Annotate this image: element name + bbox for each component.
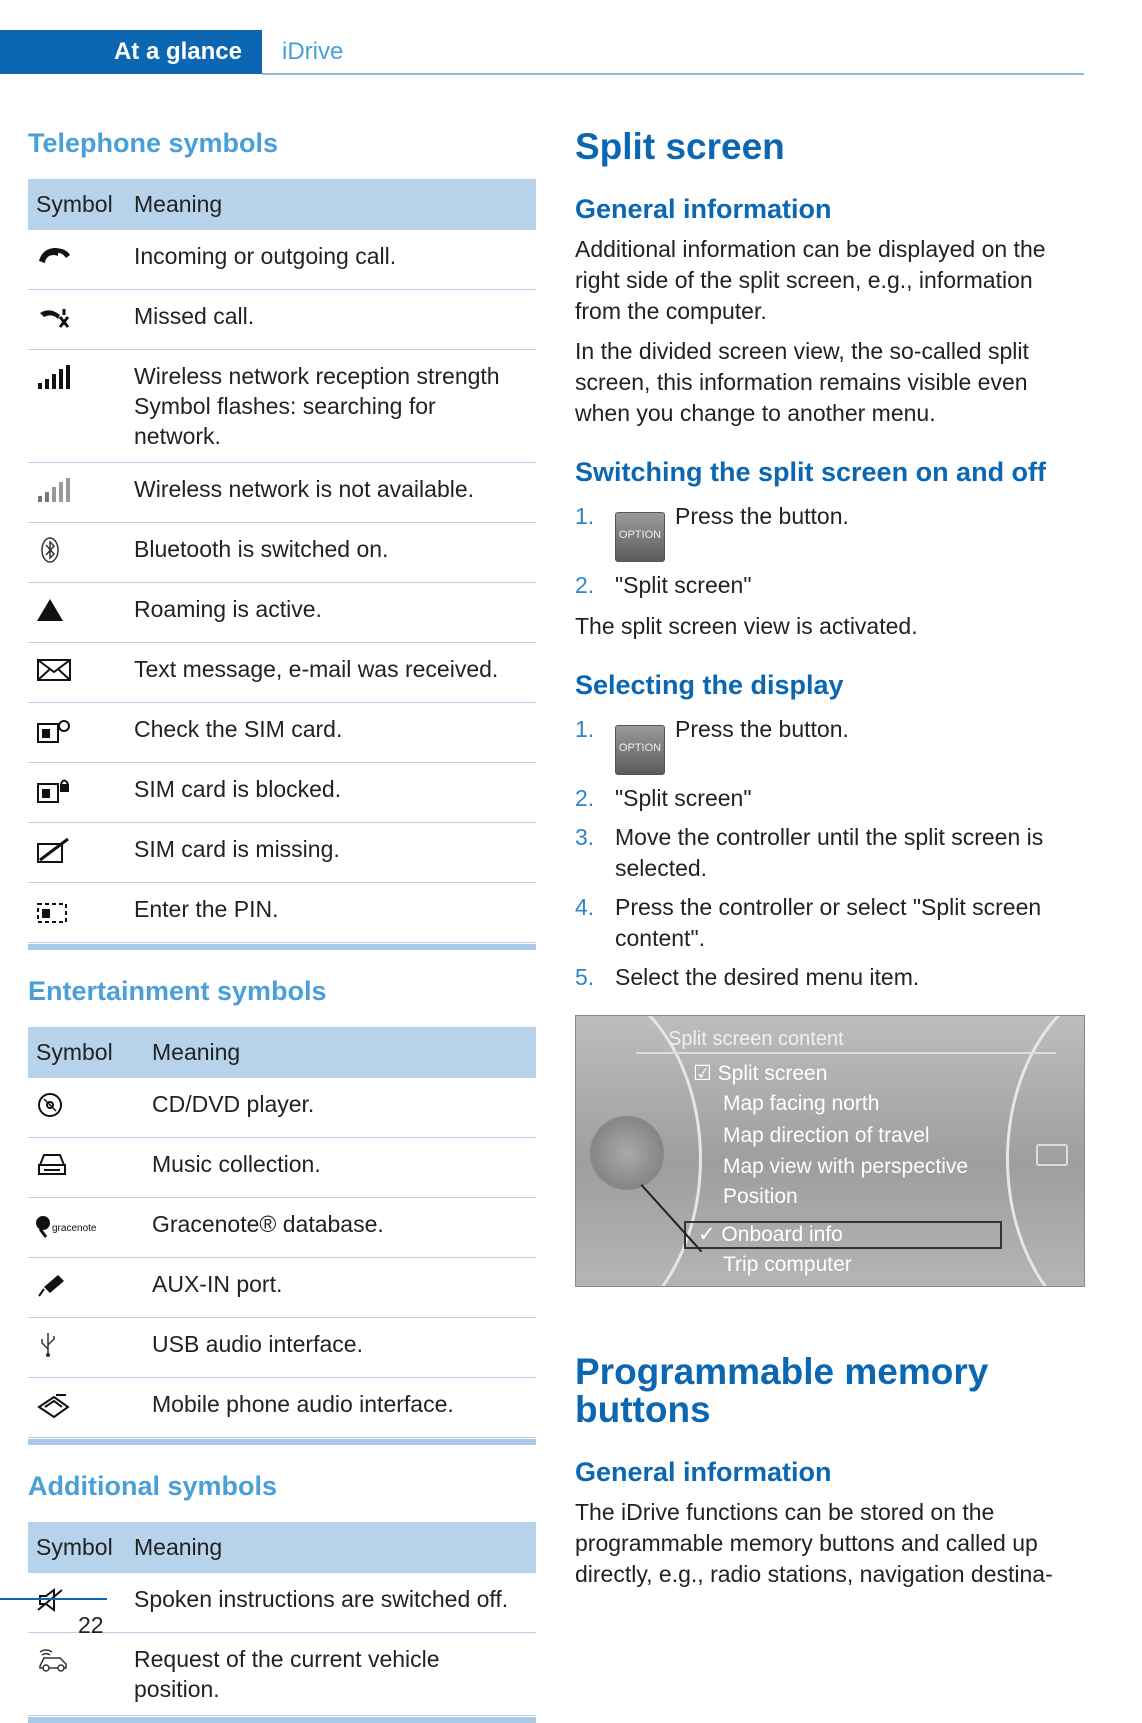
step-text: "Split screen" — [615, 785, 752, 811]
table-row — [28, 883, 536, 943]
list-item — [575, 714, 1085, 775]
step-text: Press the button. — [675, 716, 849, 742]
table-row — [28, 823, 536, 883]
additional-symbols-heading: Additional symbols — [28, 1471, 278, 1501]
list-item — [575, 822, 1085, 884]
row-meaning: SIM card is blocked. — [126, 763, 536, 823]
menu-item[interactable]: Map facing north — [723, 1092, 880, 1115]
col-symbol: Symbol — [28, 179, 126, 230]
selecting-heading: Selecting the display — [575, 670, 844, 700]
row-meaning: Music collection. — [144, 1138, 536, 1198]
row-meaning: AUX-IN port. — [144, 1258, 536, 1318]
col-meaning: Meaning — [126, 179, 536, 230]
row-meaning: Enter the PIN. — [126, 883, 536, 943]
col-meaning: Meaning — [144, 1027, 536, 1078]
switching-heading: Switching the split screen on and off — [575, 457, 1047, 487]
sim-missing-icon — [36, 836, 72, 864]
list-item — [575, 783, 1085, 814]
menu-item[interactable]: Position — [723, 1185, 798, 1208]
step-text: "Split screen" — [615, 572, 752, 598]
table-row — [28, 703, 536, 763]
vehicle-position-icon — [36, 1646, 72, 1674]
row-meaning: Bluetooth is switched on. — [126, 523, 536, 583]
signal-strength-icon — [36, 363, 72, 391]
telephone-symbols-table — [28, 179, 536, 943]
row-meaning: Missed call. — [126, 290, 536, 350]
menu-item[interactable]: ☑ Split screen — [693, 1062, 828, 1085]
table-end-rule — [28, 1717, 536, 1723]
additional-symbols-table — [28, 1522, 536, 1716]
left-column — [28, 110, 536, 1723]
paragraph: Additional information can be displayed on the right side of the split screen, e.g., information from the computer. — [575, 236, 1046, 324]
selecting-steps — [575, 714, 1085, 993]
chapter-tab — [0, 30, 262, 74]
gracenote-logo-text: gracenote — [52, 1223, 97, 1234]
table-row — [28, 1138, 536, 1198]
menu-item[interactable]: Map direction of travel — [723, 1124, 930, 1147]
list-item — [575, 892, 1085, 954]
telephone-symbols-heading: Telephone symbols — [28, 128, 279, 158]
row-meaning: Mobile phone audio interface. — [144, 1378, 536, 1438]
header-divider — [262, 73, 1084, 75]
table-row — [28, 1378, 536, 1438]
step-text: Move the controller until the split screen is selected. — [615, 824, 1044, 881]
side-panel-icon — [1036, 1144, 1068, 1166]
table-row — [28, 763, 536, 823]
row-meaning: Check the SIM card. — [126, 703, 536, 763]
entertainment-symbols-table — [28, 1027, 536, 1438]
chapter-title: At a glance — [113, 38, 242, 65]
gracenote-icon — [36, 1211, 116, 1239]
aux-in-icon — [36, 1271, 72, 1299]
list-item — [575, 501, 1085, 562]
controller-knob-icon — [590, 1116, 664, 1190]
memory-buttons-title: Programmable memory buttons — [575, 1351, 989, 1430]
step-number: 4. — [575, 894, 595, 920]
list-item — [575, 962, 1085, 993]
section-title: iDrive — [282, 38, 344, 65]
envelope-icon — [36, 656, 72, 684]
cd-dvd-icon — [36, 1091, 72, 1119]
sim-blocked-icon — [36, 776, 72, 804]
screen-title: Split screen content — [668, 1028, 844, 1050]
table-row — [28, 290, 536, 350]
step-text: Select the desired menu item. — [615, 964, 920, 990]
row-meaning: Wireless network reception strength Symbol flashes: searching for network. — [126, 350, 536, 463]
table-row — [28, 1573, 536, 1633]
row-meaning: USB audio interface. — [144, 1318, 536, 1378]
row-meaning: Gracenote® database. — [144, 1198, 536, 1258]
col-meaning: Meaning — [126, 1522, 536, 1573]
step-text: Press the button. — [675, 503, 849, 529]
missed-call-icon — [36, 303, 72, 331]
row-meaning: Text message, e-mail was received. — [126, 643, 536, 703]
table-row — [28, 583, 536, 643]
right-column — [575, 120, 1085, 1599]
col-symbol: Symbol — [28, 1522, 126, 1573]
col-symbol: Symbol — [28, 1027, 144, 1078]
paragraph: In the divided screen view, the so-called split screen, this information remains visible even when you change to another menu. — [575, 338, 1029, 426]
speech-off-icon — [36, 1586, 72, 1614]
general-information-heading: General information — [575, 1457, 832, 1487]
screen-title-divider — [636, 1052, 1056, 1054]
list-item — [575, 570, 1085, 601]
menu-item-selected[interactable]: ✓ Onboard info — [698, 1223, 843, 1246]
switching-steps — [575, 501, 1085, 601]
row-meaning: Spoken instructions are switched off. — [126, 1573, 536, 1633]
paragraph: The split screen view is activated. — [575, 613, 918, 639]
music-collection-icon — [36, 1151, 72, 1179]
option-button-icon: OPTION — [615, 512, 665, 562]
step-number: 3. — [575, 824, 595, 850]
split-screen-menu-screenshot — [575, 1015, 1085, 1287]
general-information-heading: General information — [575, 194, 832, 224]
mobile-audio-icon — [36, 1391, 72, 1419]
option-button-icon: OPTION — [615, 725, 665, 775]
table-row — [28, 1633, 536, 1716]
table-end-rule — [28, 944, 536, 950]
table-row — [28, 1318, 536, 1378]
table-row — [28, 643, 536, 703]
paragraph: The iDrive functions can be stored on the programmable memory buttons and called up directly, e.g., radio stations, navigation destina- — [575, 1499, 1053, 1587]
row-meaning: Wireless network is not available. — [126, 463, 536, 523]
sim-check-icon — [36, 716, 72, 744]
page-number: 22 — [78, 1612, 104, 1638]
table-row — [28, 523, 536, 583]
entertainment-symbols-heading: Entertainment symbols — [28, 976, 327, 1006]
step-number: 1. — [575, 503, 595, 529]
row-meaning: Request of the current vehicle position. — [126, 1633, 536, 1716]
step-text: Press the controller or select "Split screen content". — [615, 894, 1042, 951]
row-meaning: SIM card is missing. — [126, 823, 536, 883]
table-row — [28, 463, 536, 523]
roaming-triangle-icon — [36, 596, 72, 624]
footer-rule — [0, 1598, 107, 1600]
table-row — [28, 350, 536, 463]
table-row — [28, 1198, 536, 1258]
step-number: 2. — [575, 785, 595, 811]
menu-item[interactable]: Trip computer — [723, 1253, 852, 1276]
step-number: 1. — [575, 716, 595, 742]
row-meaning: Roaming is active. — [126, 583, 536, 643]
table-end-rule — [28, 1439, 536, 1445]
bluetooth-icon — [36, 536, 72, 564]
phone-handset-icon — [36, 243, 72, 271]
table-row — [28, 1258, 536, 1318]
row-meaning: CD/DVD player. — [144, 1078, 536, 1138]
menu-item[interactable]: Map view with perspective — [723, 1155, 969, 1178]
step-number: 5. — [575, 964, 595, 990]
table-row — [28, 230, 536, 290]
sim-pin-icon — [36, 896, 72, 924]
usb-icon — [36, 1331, 72, 1359]
row-meaning: Incoming or outgoing call. — [126, 230, 536, 290]
table-row — [28, 1078, 536, 1138]
step-number: 2. — [575, 572, 595, 598]
signal-unavailable-icon — [36, 476, 72, 504]
split-screen-title: Split screen — [575, 126, 785, 167]
